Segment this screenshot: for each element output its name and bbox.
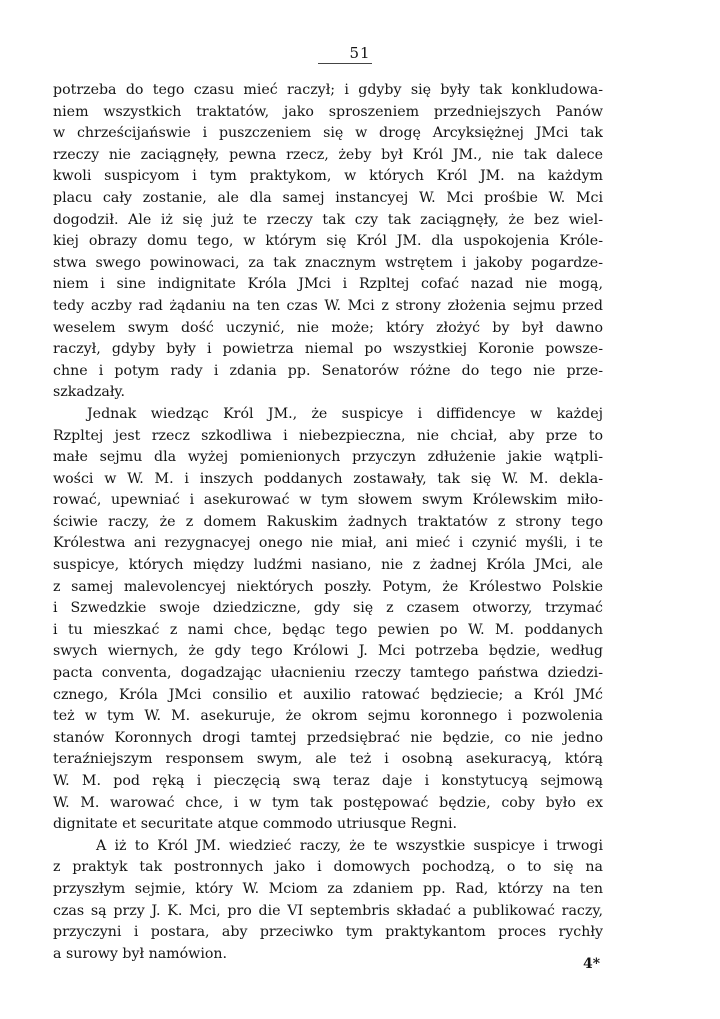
document-body [53,80,603,965]
text-line: Rzpltej jest rzecz szkodliwa i niebezpieczna, nie chciał, aby prze to [53,427,603,444]
text-line: raczył, gdyby były i powietrza niemal po wszystkiej Koronie powsze- [53,341,603,358]
text-line: rować, upewniać i asekurować w tym słowem swym Królewskim miło- [53,492,603,509]
text-line: w chrześcijańswie i puszczeniem się w drogę Arcyksiężnej JMci tak [53,125,603,142]
text-line: z praktyk tak postronnych jako i domowych pochodzą, o to się na [53,859,603,876]
text-line: kwoli suspicyom i tym praktykom, w których Król JM. na każdym [53,168,603,185]
text-line: W. M. warować chce, i w tym tak postępować będzie, coby było ex [53,794,603,811]
text-line: niem wszystkich traktatów, jako sproszeniem przedniejszych Panów [53,103,603,120]
text-line: pacta conventa, dogadzając ułacnieniu rzeczy tamtego państwa dziedzi- [53,665,603,682]
text-line: szkadzały. [53,384,126,401]
text-line: z samej malevolencyej niektórych poszły. Potym, że Królestwo Polskie [53,578,603,595]
text-line: cznego, Króla JMci consilio et auxilio ratować będziecie; a Król JMć [53,686,603,703]
text-line: niem i sine indignitate Króla JMci i Rzpltej cofać nazad nie mogą, [53,276,603,293]
text-line: a surowy był namówion. [53,945,228,962]
text-line: swych wiernych, że gdy tego Królowi J. Mci potrzeba będzie, według [53,643,603,660]
text-line: i Szwedzkie swoje dziedziczne, gdy się z czasem otworzy, trzymać [53,600,603,617]
text-line: wości w W. M. i inszych poddanych zostawały, tak się W. M. dekla- [53,470,603,487]
text-line: weselem swym dość uczynić, nie może; który złożyć by był dawno [53,319,603,336]
signature-mark: 4* [583,956,601,972]
text-line: rzeczy nie zaciągnęły, pewna rzecz, żeby był Król JM., nie tak dalece [53,146,603,163]
text-line: A iż to Król JM. wiedzieć raczy, że te wszystkie suspicye i trwogi [96,837,603,854]
text-line: kiej obrazy domu tego, w którym się Król JM. dla uspokojenia Króle- [53,233,603,250]
page-number: 51 [349,44,371,62]
text-line: dignitate et securitate atque commodo utriusque Regni. [53,816,457,833]
text-line: też w tym W. M. asekuruje, że okrom sejmu koronnego i pozwolenia [53,708,603,725]
text-line: czas są przy J. K. Mci, pro die VI septembris składać a publikować raczy, [53,902,603,919]
text-line: Jednak wiedząc Król JM., że suspicye i diffidencye w każdej [87,405,603,422]
text-line: potrzeba do tego czasu mieć raczył; i gdyby się były tak konkludowa- [53,82,603,98]
text-line: W. M. pod ręką i pieczęcią swą teraz daje i konstytucyą sejmową [53,773,603,789]
text-line: tedy aczby rad żądaniu na ten czas W. Mci z strony złożenia sejmu przed [53,297,603,314]
text-line: przyszłym sejmie, który W. Mciom za zdaniem pp. Rad, którzy na ten [53,880,603,897]
text-line: chne i potym rady i zdania pp. Senatorów różne do tego nie prze- [53,362,603,379]
text-line: placu cały zostanie, ale dla samej instancyej W. Mci prośbie W. Mci [53,189,603,206]
text-line: małe sejmu dla wyżej pomienionych przyczyn zdłużenie jakie wątpli- [53,449,603,466]
text-line: stanów Koronnych drogi tamtej przedsiębrać nie będzie, co nie jedno [53,729,603,746]
text-line: ściwie raczy, że z domem Rakuskim żadnych traktatów z strony tego [53,513,603,530]
paragraph [53,404,603,836]
text-line: dogodził. Ale iż się już te rzeczy tak czy tak zaciągnęły, że bez wiel- [53,211,603,228]
text-line: Królestwa ani rezygnacyej onego nie miał, ani mieć i czynić myśli, i te [53,535,603,552]
header-rule [318,63,372,64]
text-line: stwa swego powinowaci, za tak znacznym wstrętem i jakoby pogardze- [53,254,603,271]
paragraph [53,836,603,966]
text-line: suspicye, których między ludźmi nasiano, nie z żadnej Króla JMci, ale [53,557,603,574]
paragraph [53,80,603,404]
text-line: przyczyni i postara, aby przeciwko tym praktykantom proces rychły [53,924,603,941]
text-line: i tu mieszkać z nami chce, będąc tego pewien po W. M. poddanych [53,621,603,638]
text-line: teraźniejszym responsem swym, ale też i osobną asekuracyą, którą [53,751,603,768]
